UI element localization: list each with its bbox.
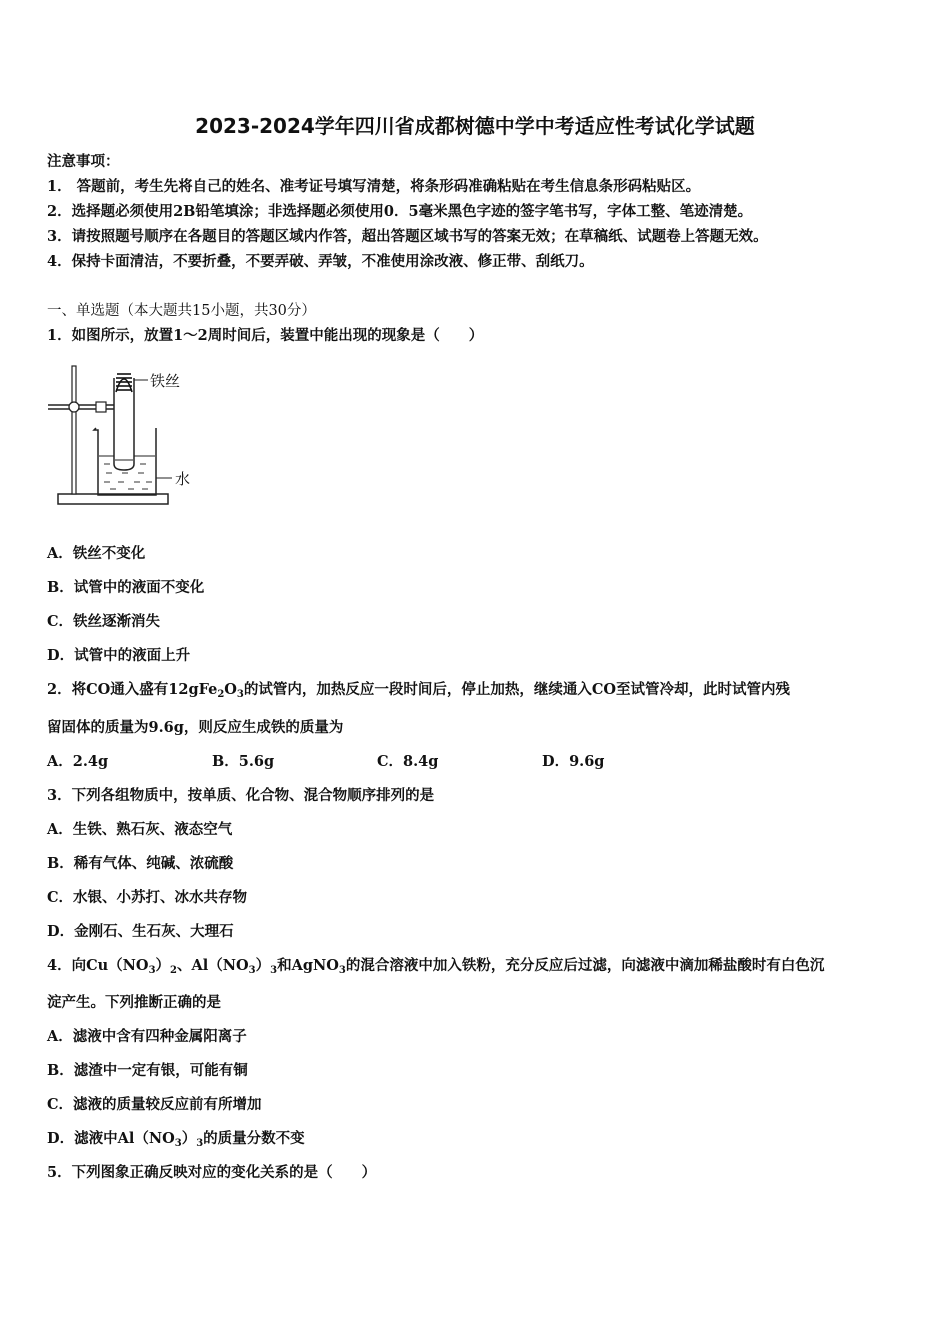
q4-stem-line2: 淀产生。下列推断正确的是	[47, 994, 221, 1011]
q4-stem	[47, 956, 824, 981]
q3-option-d: D．金刚石、生石灰、大理石	[47, 923, 234, 940]
q2-stem-part-b: O	[224, 681, 237, 698]
q2-stem-line2: 留固体的质量为9.6g，则反应生成铁的质量为	[47, 719, 344, 736]
q1-stem: 1．如图所示，放置1～2周时间后，装置中能出现的现象是（ ）	[47, 327, 484, 344]
q4-option-d-subscript-1: 3	[174, 1138, 182, 1149]
q4-option-d-part-c: 的质量分数不变	[203, 1130, 305, 1147]
q4-stem-part-e: 和AgNO	[277, 957, 339, 974]
q1-option-d: D．试管中的液面上升	[47, 647, 191, 664]
q2-stem	[47, 680, 790, 705]
iron-wire-label: 铁丝	[150, 372, 181, 390]
q4-stem-part-f: 的混合溶液中加入铁粉，充分反应后过滤，向滤液中滴加稀盐酸时有白色沉	[345, 957, 825, 974]
q4-subscript-2: 2	[170, 965, 177, 976]
q4-option-d-part-a: D．滤液中Al（NO	[47, 1130, 175, 1147]
apparatus-figure	[44, 360, 204, 515]
q3-option-b: B．稀有气体、纯碱、浓硫酸	[47, 855, 234, 872]
q2-option-b: B．5.6g	[212, 753, 275, 770]
q2-stem-part-a: 2．将CO通入盛有12gFe	[47, 681, 218, 698]
q2-subscript-1: 2	[217, 689, 225, 700]
q1-option-b: B．试管中的液面不变化	[47, 579, 205, 596]
q3-option-a: A．生铁、熟石灰、液态空气	[47, 821, 233, 838]
q4-option-d-subscript-2: 3	[196, 1138, 204, 1149]
q4-stem-part-c: 、Al（NO	[177, 957, 249, 974]
q2-subscript-2: 3	[236, 689, 244, 700]
q4-stem-part-b: ）	[155, 957, 171, 974]
q4-subscript-3: 3	[248, 965, 256, 976]
q4-option-c: C．滤液的质量较反应前有所增加	[47, 1096, 262, 1113]
q4-option-d	[47, 1129, 305, 1154]
q4-stem-part-d: ）	[255, 957, 271, 974]
notice-item-3: 3．请按照题号顺序在各题目的答题区域内作答，超出答题区域书写的答案无效；在草稿纸、试题卷上答题无效。	[47, 228, 768, 245]
q4-option-a: A．滤液中含有四种金属阳离子	[47, 1028, 247, 1045]
q4-subscript-4: 3	[270, 965, 278, 976]
q2-option-c: C．8.4g	[377, 753, 439, 770]
notice-item-2: 2．选择题必须使用2B铅笔填涂；非选择题必须使用0．5毫米黑色字迹的签字笔书写，字体工整、笔迹清楚。	[47, 203, 753, 220]
water-label: 水	[175, 470, 191, 488]
section-heading: 一、单选题（本大题共15小题，共30分）	[47, 303, 316, 319]
q2-stem-part-c: 的试管内，加热反应一段时间后，停止加热，继续通入CO至试管冷却，此时试管内残	[243, 681, 791, 698]
q4-subscript-5: 3	[338, 965, 346, 976]
q4-subscript-1: 3	[148, 965, 156, 976]
q3-stem: 3．下列各组物质中，按单质、化合物、混合物顺序排列的是	[47, 787, 435, 804]
q5-stem: 5．下列图象正确反映对应的变化关系的是（ ）	[47, 1164, 377, 1181]
page-title: 2023-2024学年四川省成都树德中学中考适应性考试化学试题	[195, 114, 755, 138]
q3-option-c: C．水银、小苏打、冰水共存物	[47, 889, 248, 906]
q2-option-d: D．9.6g	[542, 753, 605, 770]
q4-stem-part-a: 4．向Cu（NO	[47, 957, 149, 974]
q1-option-c: C．铁丝逐渐消失	[47, 613, 161, 630]
notice-item-4: 4．保持卡面清洁，不要折叠，不要弄破、弄皱，不准使用涂改液、修正带、刮纸刀。	[47, 253, 594, 270]
q4-option-b: B．滤渣中一定有银，可能有铜	[47, 1062, 248, 1079]
q2-option-a: A．2.4g	[47, 753, 109, 770]
notice-heading: 注意事项：	[47, 153, 120, 170]
q1-option-a: A．铁丝不变化	[47, 545, 146, 562]
q4-option-d-part-b: ）	[181, 1130, 197, 1147]
notice-item-1: 1． 答题前，考生先将自己的姓名、准考证号填写清楚，将条形码准确粘贴在考生信息条形码粘贴区。	[47, 178, 701, 195]
